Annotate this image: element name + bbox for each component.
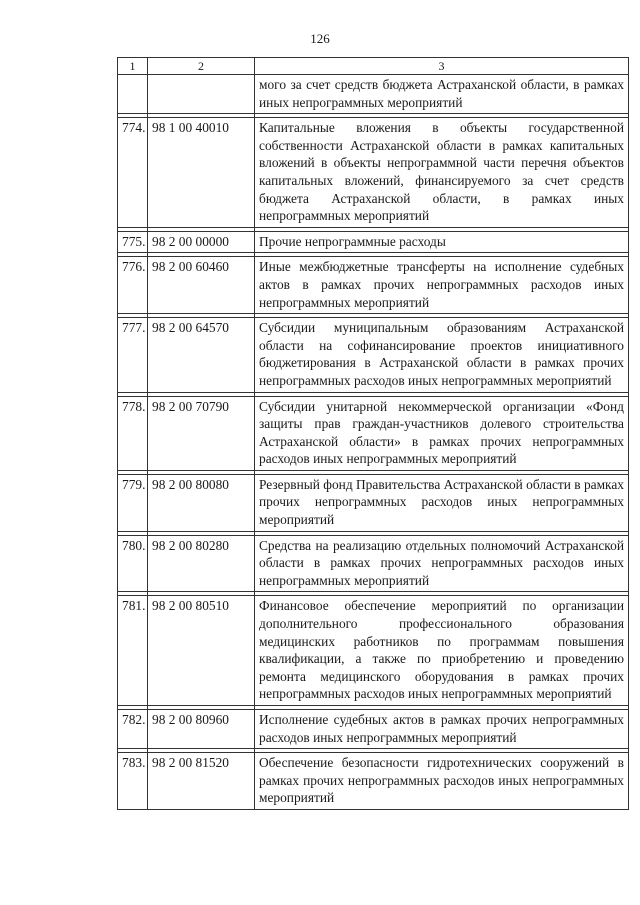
row-text: Субсидии унитарной некоммерческой организации «Фонд защиты прав граждан-участников долевого строительства Астраханской области» в рамках прочих непрограммных расходов иных непрограммных мероприятий: [255, 396, 629, 470]
row-number: 781.: [118, 596, 148, 706]
row-text: Прочие непрограммные расходы: [255, 231, 629, 253]
row-number: 783.: [118, 753, 148, 810]
table-row: [118, 474, 629, 531]
row-number: 774.: [118, 118, 148, 228]
row-text: Резервный фонд Правительства Астраханской области в рамках прочих непрограммных расходов иных непрограммных мероприятий: [255, 474, 629, 531]
row-text: Обеспечение безопасности гидротехнических сооружений в рамках прочих непрограммных расходов иных непрограммных мероприятий: [255, 753, 629, 810]
row-code: 98 2 00 81520: [148, 753, 255, 810]
row-text: Субсидии муниципальным образованиям Астраханской области на софинансирование проектов инициативного бюджетирования в Астраханской области в рамках прочих непрограммных расходов иных непрограммных мероприятий: [255, 318, 629, 392]
row-code: 98 1 00 40010: [148, 118, 255, 228]
table-row: [118, 535, 629, 592]
row-code: 98 2 00 70790: [148, 396, 255, 470]
row-code: [148, 75, 255, 114]
column-header-2: 2: [148, 58, 255, 75]
table-row: [118, 753, 629, 810]
row-code: 98 2 00 80960: [148, 710, 255, 749]
row-text: Капитальные вложения в объекты государственной собственности Астраханской области в рамках капитальных вложений в объекты непрограммной части перечня объектов капитальных вложений, финансируемого за счет средств бюджета Астраханской области, в рамках иных непрограммных мероприятий: [255, 118, 629, 228]
row-text: мого за счет средств бюджета Астраханской области, в рамках иных непрограммных мероприятий: [255, 75, 629, 114]
row-number: 777.: [118, 318, 148, 392]
row-code: 98 2 00 80510: [148, 596, 255, 706]
row-code: 98 2 00 64570: [148, 318, 255, 392]
row-number: 775.: [118, 231, 148, 253]
row-number: 782.: [118, 710, 148, 749]
table-row: [118, 710, 629, 749]
table-row: [118, 231, 629, 253]
table-row: [118, 257, 629, 314]
row-text: Средства на реализацию отдельных полномочий Астраханской области в рамках прочих непрограммных расходов иных непрограммных мероприятий: [255, 535, 629, 592]
row-number: 778.: [118, 396, 148, 470]
budget-classification-table: [117, 57, 629, 810]
table-row: [118, 596, 629, 706]
row-number: 780.: [118, 535, 148, 592]
table-row: [118, 118, 629, 228]
column-header-1: 1: [118, 58, 148, 75]
row-code: 98 2 00 80080: [148, 474, 255, 531]
row-text: Исполнение судебных актов в рамках прочих непрограммных расходов иных непрограммных мероприятий: [255, 710, 629, 749]
row-code: 98 2 00 00000: [148, 231, 255, 253]
table-row: [118, 318, 629, 392]
row-text: Иные межбюджетные трансферты на исполнение судебных актов в рамках прочих непрограммных расходов иных непрограммных мероприятий: [255, 257, 629, 314]
table-header-row: [118, 58, 629, 75]
table-row: [118, 396, 629, 470]
row-code: 98 2 00 80280: [148, 535, 255, 592]
column-header-3: 3: [255, 58, 629, 75]
row-number: [118, 75, 148, 114]
table-body: [118, 75, 629, 810]
row-number: 779.: [118, 474, 148, 531]
row-text: Финансовое обеспечение мероприятий по организации дополнительного профессионального образования медицинских работников по программам повышения квалификации, а также по приобретению и проведению ремонта медицинского оборудования в рамках прочих непрограммных расходов иных непрограммных мероприятий: [255, 596, 629, 706]
row-code: 98 2 00 60460: [148, 257, 255, 314]
table-row-continuation: [118, 75, 629, 114]
page-number: 126: [310, 31, 330, 46]
row-number: 776.: [118, 257, 148, 314]
